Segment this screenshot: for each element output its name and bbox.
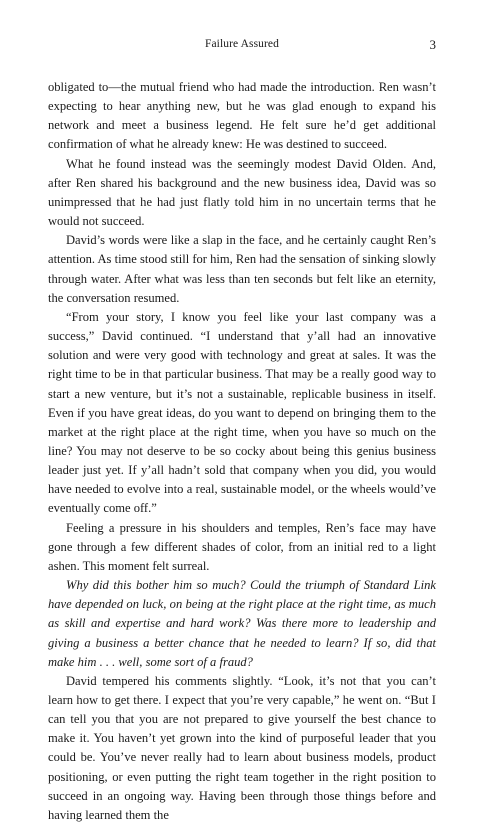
paragraph: “From your story, I know you feel like your last company was a success,” David continued. “I understand that y’all had an innovative solution and were very good with technology and great at sales. It was the right time to be in that particular business. That may be a really good way to start a new venture, but it’s not a sustainable, replicable business in itself. Even if you have great ideas, do you want to depend on bringing them to the market at the right place at the right time, when you have so much on the line? You may not deserve to be so cocky about being this genius business leader just yet. If y’all hadn’t sold that company when you did, you would have needed to evolve into a real, sustainable model, or the wheels would’ve eventually come off.” [48,309,436,516]
body-text [48,78,436,825]
paragraph: What he found instead was the seemingly modest David Olden. And, after Ren shared his background and the new business idea, David was so unimpressed that he had just flatly told him in no uncertain terms that he would not succeed. [48,156,436,229]
paragraph: David’s words were like a slap in the face, and he certainly caught Ren’s attention. As time stood still for him, Ren had the sensation of sinking slowly through water. After what was less than ten seconds but felt like an eternity, the conversation resumed. [48,233,436,305]
page-number: 3 [429,37,436,52]
running-title: Failure Assured [204,38,279,50]
italic-paragraph: Why did this bother him so much? Could the triumph of Standard Link have depended on luck, on being at the right place at the right time, as much as skill and expertise and hard work? Was there more to leadership and giving a business a better chance that he needed to learn? If so, did that make him . . . well, some sort of a fraud? [48,578,436,669]
paragraph: obligated to—the mutual friend who had made the introduction. Ren wasn’t expecting to hear anything new, but he was glad enough to expand his network and meet a business legend. He felt sure he’d get additional confirmation of what he already knew: He was destined to succeed. [48,80,436,152]
paragraph: Feeling a pressure in his shoulders and temples, Ren’s face may have gone through a few different shades of color, from an initial red to a light ashen. This moment felt surreal. [48,520,436,573]
running-header [48,38,436,56]
paragraph: David tempered his comments slightly. “Look, it’s not that you can’t learn how to get there. I expect that you’re very capable,” he went on. “But I can tell you that you are not prepared to give yourself the best chance to make it. You haven’t yet grown into the kind of purposeful leader that you could be. You’ve never really had to learn about business models, product positioning, or even putting the right team together in the right position to succeed in an ongoing way. Having been through those things before and having learned them the [48,673,436,822]
